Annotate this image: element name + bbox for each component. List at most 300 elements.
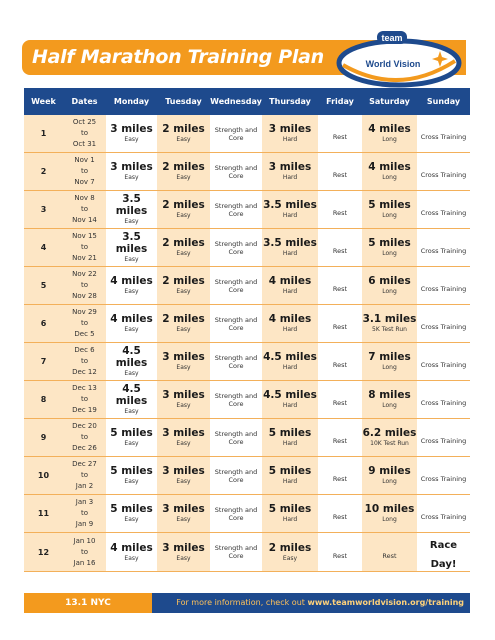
effort: Long	[382, 136, 397, 143]
distance: 7 miles	[368, 351, 411, 363]
table-row	[24, 381, 470, 419]
thursday-cell	[262, 343, 318, 381]
week-number: 3	[24, 191, 63, 229]
sunday-cell	[417, 419, 470, 457]
distance: 2 miles	[162, 123, 205, 135]
date-line: to	[80, 129, 89, 137]
distance: 3 miles	[268, 123, 312, 135]
week-dates	[63, 419, 106, 457]
friday-cell	[318, 115, 362, 153]
cross-training-label: Cross Training	[420, 437, 467, 445]
workout-line: Strength and	[214, 505, 258, 514]
monday-cell	[106, 343, 157, 381]
workout-line: Strength and	[214, 315, 258, 324]
workout-line: Strength and	[214, 353, 258, 362]
monday-cell	[106, 115, 157, 153]
week-number: 10	[24, 457, 63, 495]
sunday-cell	[417, 115, 470, 153]
table-row	[24, 457, 470, 495]
friday-cell	[318, 267, 362, 305]
workout-line: Core	[228, 171, 244, 180]
rest-label: Rest	[332, 513, 348, 521]
wednesday-cell	[210, 229, 262, 267]
effort: Easy	[176, 478, 191, 485]
saturday-cell	[362, 495, 417, 533]
date-line: Nov 28	[72, 292, 97, 300]
friday-cell	[318, 229, 362, 267]
effort: 5K Test Run	[372, 326, 407, 333]
tuesday-cell	[157, 267, 210, 305]
tuesday-cell	[157, 457, 210, 495]
sunday-cell	[417, 153, 470, 191]
distance: 3.5 miles	[115, 231, 148, 255]
workout-line: Core	[228, 133, 244, 142]
week-dates	[63, 191, 106, 229]
wednesday-cell	[210, 115, 262, 153]
footer-event: 13.1 NYC	[24, 593, 152, 613]
distance: 5 miles	[268, 465, 312, 477]
effort: Long	[382, 364, 397, 371]
workout-line: Core	[228, 323, 244, 332]
workout-line: Strength and	[214, 239, 258, 248]
thursday-cell	[262, 419, 318, 457]
tuesday-cell	[157, 419, 210, 457]
workout-line: Strength and	[214, 467, 258, 476]
effort: Easy	[124, 516, 139, 523]
effort: Easy	[124, 326, 139, 333]
thursday-cell	[262, 305, 318, 343]
rest-label: Rest	[332, 247, 348, 255]
saturday-cell	[362, 381, 417, 419]
date-line: to	[80, 395, 89, 403]
tuesday-cell	[157, 533, 210, 572]
rest-label: Rest	[382, 551, 397, 560]
date-line: Jan 2	[75, 482, 94, 490]
table-row	[24, 191, 470, 229]
workout-line: Strength and	[214, 277, 258, 286]
training-table	[24, 88, 470, 572]
workout-line: Core	[228, 475, 244, 484]
date-line: Dec 5	[74, 330, 95, 338]
date-line: to	[80, 243, 89, 251]
column-header: Friday	[318, 88, 362, 115]
saturday-cell	[362, 419, 417, 457]
date-line: to	[80, 547, 89, 556]
rest-label: Rest	[332, 171, 348, 179]
effort: Hard	[282, 136, 298, 143]
tuesday-cell	[157, 381, 210, 419]
cross-training-label: Cross Training	[420, 247, 467, 255]
tuesday-cell	[157, 115, 210, 153]
date-line: Nov 22	[72, 270, 97, 278]
effort: Easy	[176, 364, 191, 371]
distance: 6 miles	[368, 275, 411, 287]
week-dates	[63, 343, 106, 381]
effort: Hard	[282, 174, 298, 181]
date-line: Jan 10	[73, 536, 96, 545]
effort: Hard	[282, 364, 298, 371]
race-day-label: Race Day!	[429, 540, 458, 570]
rest-label: Rest	[332, 399, 348, 407]
distance: 4 miles	[368, 123, 411, 135]
date-line: Nov 8	[74, 194, 95, 202]
workout-line: Core	[228, 209, 244, 218]
distance: 10 miles	[364, 503, 415, 515]
rest-label: Rest	[332, 437, 348, 445]
wednesday-cell	[210, 267, 262, 305]
table-row	[24, 229, 470, 267]
table-header-row	[24, 88, 470, 115]
date-line: Nov 7	[74, 178, 95, 186]
monday-cell	[106, 419, 157, 457]
monday-cell	[106, 153, 157, 191]
distance: 3.5 miles	[263, 237, 317, 249]
table-row	[24, 533, 470, 572]
friday-cell	[318, 457, 362, 495]
date-line: to	[80, 357, 89, 365]
sunday-cell	[417, 533, 470, 572]
effort: Hard	[282, 250, 298, 257]
effort: Easy	[176, 136, 191, 143]
date-line: to	[80, 205, 89, 213]
thursday-cell	[262, 533, 318, 572]
date-line: Jan 3	[75, 498, 94, 506]
cross-training-label: Cross Training	[420, 285, 467, 293]
effort: Easy	[176, 288, 191, 295]
distance: 3 miles	[162, 389, 205, 401]
monday-cell	[106, 381, 157, 419]
sunday-cell	[417, 495, 470, 533]
thursday-cell	[262, 267, 318, 305]
workout-line: Core	[228, 247, 244, 256]
date-line: Dec 27	[72, 460, 97, 468]
cross-training-label: Cross Training	[420, 475, 467, 483]
column-header: Thursday	[262, 88, 318, 115]
friday-cell	[318, 191, 362, 229]
team-world-vision-logo	[333, 27, 463, 89]
effort: Hard	[282, 212, 298, 219]
effort: Easy	[176, 402, 191, 409]
distance: 5 miles	[110, 465, 153, 477]
distance: 3.5 miles	[263, 199, 317, 211]
sunday-cell	[417, 229, 470, 267]
distance: 9 miles	[368, 465, 411, 477]
effort: Easy	[176, 174, 191, 181]
thursday-cell	[262, 381, 318, 419]
distance: 2 miles	[162, 237, 205, 249]
distance: 5 miles	[268, 503, 312, 515]
thursday-cell	[262, 229, 318, 267]
sunday-cell	[417, 191, 470, 229]
column-header: Wednesday	[210, 88, 262, 115]
saturday-cell	[362, 267, 417, 305]
sunday-cell	[417, 305, 470, 343]
distance: 4 miles	[368, 161, 411, 173]
workout-line: Core	[228, 285, 244, 294]
effort: Easy	[124, 440, 139, 447]
week-number: 11	[24, 495, 63, 533]
column-header: Tuesday	[157, 88, 210, 115]
effort: Hard	[282, 516, 298, 523]
distance: 4.5 miles	[263, 389, 317, 401]
distance: 2 miles	[162, 199, 205, 211]
distance: 8 miles	[368, 389, 411, 401]
tuesday-cell	[157, 343, 210, 381]
workout-line: Core	[228, 437, 244, 446]
tuesday-cell	[157, 305, 210, 343]
week-dates	[63, 115, 106, 153]
wednesday-cell	[210, 191, 262, 229]
distance: 2 miles	[162, 161, 205, 173]
cross-training-label: Cross Training	[420, 399, 467, 407]
effort: Easy	[124, 478, 139, 485]
date-line: to	[80, 319, 89, 327]
effort: Easy	[282, 554, 298, 562]
effort: Long	[382, 174, 397, 181]
table-row	[24, 419, 470, 457]
effort: Long	[382, 288, 397, 295]
effort: Hard	[282, 440, 298, 447]
distance: 2 miles	[162, 313, 205, 325]
rest-label: Rest	[332, 475, 348, 483]
wednesday-cell	[210, 495, 262, 533]
workout-line: Strength and	[214, 391, 258, 400]
effort: Hard	[282, 288, 298, 295]
distance: 4 miles	[268, 313, 312, 325]
distance: 3 miles	[110, 123, 153, 135]
cross-training-label: Cross Training	[420, 133, 467, 141]
week-number: 1	[24, 115, 63, 153]
table-row	[24, 115, 470, 153]
rest-label: Rest	[332, 133, 348, 141]
week-number: 6	[24, 305, 63, 343]
footer-info	[168, 593, 464, 613]
week-dates	[63, 533, 106, 572]
date-line: to	[80, 509, 89, 517]
logo-team-text: team	[381, 33, 403, 43]
sunday-cell	[417, 381, 470, 419]
week-dates	[63, 457, 106, 495]
effort: Easy	[124, 288, 139, 295]
date-line: Oct 31	[72, 140, 97, 148]
date-line: Dec 6	[74, 346, 95, 354]
column-header: Dates	[63, 88, 106, 115]
week-dates	[63, 495, 106, 533]
effort: Easy	[124, 370, 139, 377]
distance: 3 miles	[110, 161, 153, 173]
date-line: Jan 16	[73, 558, 96, 567]
friday-cell	[318, 343, 362, 381]
effort: Hard	[282, 402, 298, 409]
week-number: 12	[24, 533, 63, 572]
effort: Hard	[282, 478, 298, 485]
cross-training-label: Cross Training	[420, 209, 467, 217]
saturday-cell	[362, 115, 417, 153]
column-header: Saturday	[362, 88, 417, 115]
friday-cell	[318, 153, 362, 191]
distance: 3 miles	[162, 465, 205, 477]
monday-cell	[106, 267, 157, 305]
monday-cell	[106, 229, 157, 267]
friday-cell	[318, 381, 362, 419]
table-row	[24, 495, 470, 533]
week-number: 7	[24, 343, 63, 381]
distance: 4.5 miles	[115, 383, 148, 407]
date-line: to	[80, 471, 89, 479]
footer-bar	[24, 593, 470, 613]
date-line: Oct 25	[72, 118, 97, 126]
distance: 4 miles	[110, 313, 153, 325]
friday-cell	[318, 533, 362, 572]
distance: 3 miles	[162, 427, 205, 439]
tuesday-cell	[157, 191, 210, 229]
saturday-cell	[362, 229, 417, 267]
distance: 3.1 miles	[362, 313, 417, 325]
effort: Long	[382, 212, 397, 219]
tuesday-cell	[157, 495, 210, 533]
sunday-cell	[417, 457, 470, 495]
distance: 2 miles	[162, 275, 205, 287]
column-header: Week	[24, 88, 63, 115]
distance: 6.2 miles	[362, 427, 417, 439]
saturday-cell	[362, 457, 417, 495]
distance: 4 miles	[110, 275, 153, 287]
effort: Easy	[176, 440, 191, 447]
effort: Easy	[124, 408, 139, 415]
saturday-cell	[362, 191, 417, 229]
saturday-cell	[362, 343, 417, 381]
date-line: to	[80, 281, 89, 289]
table-row	[24, 267, 470, 305]
saturday-cell	[362, 305, 417, 343]
footer-info-text: For more information, check out	[176, 598, 308, 607]
cross-training-label: Cross Training	[420, 513, 467, 521]
distance: 5 miles	[368, 237, 411, 249]
cross-training-label: Cross Training	[420, 361, 467, 369]
friday-cell	[318, 495, 362, 533]
thursday-cell	[262, 191, 318, 229]
week-number: 5	[24, 267, 63, 305]
column-header: Sunday	[417, 88, 470, 115]
distance: 5 miles	[110, 427, 153, 439]
workout-line: Core	[228, 513, 244, 522]
workout-line: Strength and	[214, 125, 258, 134]
workout-line: Strength and	[214, 429, 258, 438]
saturday-cell	[362, 153, 417, 191]
date-line: Jan 9	[75, 520, 94, 528]
date-line: to	[80, 167, 89, 175]
table-row	[24, 153, 470, 191]
page-title: Half Marathon Training Plan	[32, 46, 324, 68]
distance: 3 miles	[268, 161, 312, 173]
date-line: Dec 19	[72, 406, 97, 414]
distance: 4.5 miles	[115, 345, 148, 369]
tuesday-cell	[157, 153, 210, 191]
rest-label: Rest	[332, 209, 348, 217]
effort: Easy	[176, 250, 191, 257]
week-number: 8	[24, 381, 63, 419]
distance: 2 miles	[268, 541, 312, 554]
thursday-cell	[262, 457, 318, 495]
effort: Easy	[176, 212, 191, 219]
footer-link[interactable]: www.teamworldvision.org/training	[307, 598, 464, 607]
date-line: Dec 12	[72, 368, 97, 376]
effort: Hard	[282, 326, 298, 333]
distance: 5 miles	[368, 199, 411, 211]
tuesday-cell	[157, 229, 210, 267]
workout-line: Core	[228, 552, 244, 560]
wednesday-cell	[210, 381, 262, 419]
distance: 3 miles	[162, 541, 205, 554]
table-row	[24, 343, 470, 381]
column-header: Monday	[106, 88, 157, 115]
effort: Easy	[124, 174, 139, 181]
wednesday-cell	[210, 305, 262, 343]
effort: Easy	[124, 256, 139, 263]
monday-cell	[106, 457, 157, 495]
date-line: Nov 1	[74, 156, 95, 164]
cross-training-label: Cross Training	[420, 323, 467, 331]
logo-main-text: World Vision	[365, 59, 421, 69]
date-line: Nov 21	[72, 254, 97, 262]
wednesday-cell	[210, 457, 262, 495]
distance: 5 miles	[110, 503, 153, 515]
effort: Easy	[176, 554, 191, 562]
effort: 10K Test Run	[370, 440, 409, 447]
effort: Easy	[176, 326, 191, 333]
rest-label: Rest	[332, 285, 348, 293]
workout-line: Strength and	[214, 201, 258, 210]
workout-line: Strength and	[214, 163, 258, 172]
week-dates	[63, 267, 106, 305]
week-dates	[63, 305, 106, 343]
workout-line: Strength and	[214, 544, 258, 552]
wednesday-cell	[210, 533, 262, 572]
date-line: Nov 14	[72, 216, 97, 224]
workout-line: Core	[228, 399, 244, 408]
distance: 4.5 miles	[263, 351, 317, 363]
workout-line: Core	[228, 361, 244, 370]
week-number: 2	[24, 153, 63, 191]
monday-cell	[106, 533, 157, 572]
cross-training-label: Cross Training	[420, 171, 467, 179]
monday-cell	[106, 495, 157, 533]
effort: Long	[382, 478, 397, 485]
date-line: to	[80, 433, 89, 441]
week-dates	[63, 381, 106, 419]
distance: 3.5 miles	[115, 193, 148, 217]
date-line: Nov 29	[72, 308, 97, 316]
thursday-cell	[262, 495, 318, 533]
distance: 4 miles	[268, 275, 312, 287]
friday-cell	[318, 305, 362, 343]
effort: Easy	[124, 218, 139, 225]
thursday-cell	[262, 153, 318, 191]
date-line: Dec 20	[72, 422, 97, 430]
wednesday-cell	[210, 419, 262, 457]
distance: 4 miles	[110, 541, 153, 554]
sunday-cell	[417, 343, 470, 381]
monday-cell	[106, 191, 157, 229]
sunday-cell	[417, 267, 470, 305]
effort: Long	[382, 516, 397, 523]
friday-cell	[318, 419, 362, 457]
week-number: 4	[24, 229, 63, 267]
thursday-cell	[262, 115, 318, 153]
distance: 5 miles	[268, 427, 312, 439]
wednesday-cell	[210, 153, 262, 191]
table-row	[24, 305, 470, 343]
